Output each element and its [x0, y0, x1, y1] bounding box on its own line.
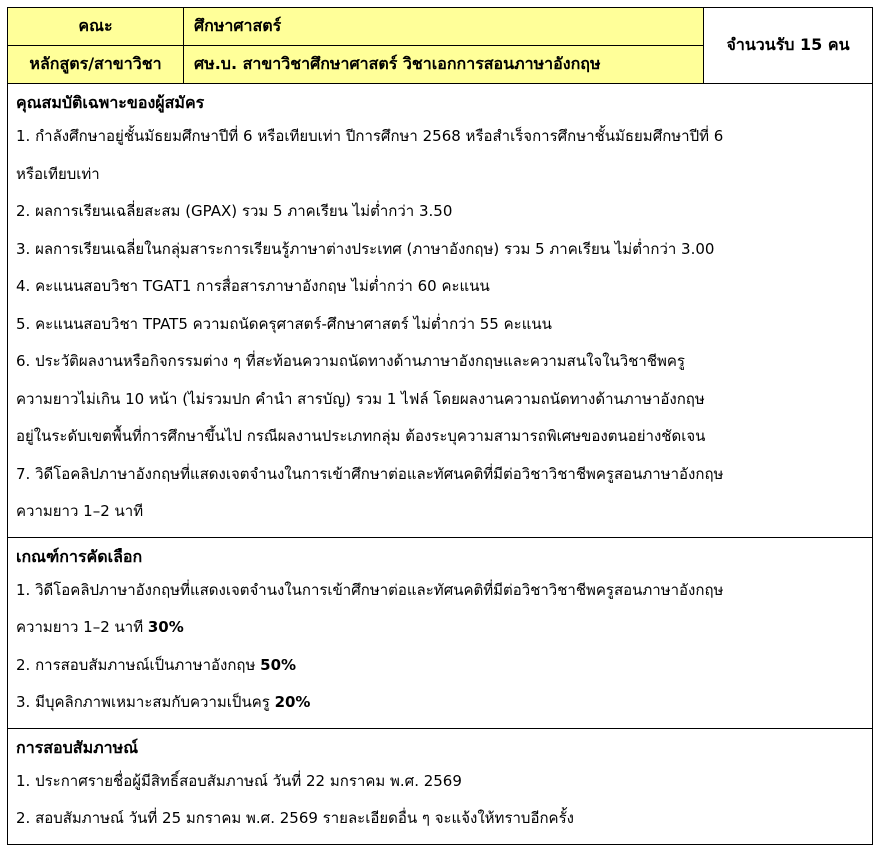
criteria-weight: 30% [147, 618, 184, 636]
criteria-text: ความยาว 1–2 นาที [16, 618, 148, 636]
header-left [8, 8, 704, 83]
qualifications-title: คุณสมบัติเฉพาะของผู้สมัคร [16, 93, 205, 112]
qualifications-section [8, 84, 872, 537]
qualification-line: 4. คะแนนสอบวิชา TGAT1 การสื่อสารภาษาอังกฤษ ไม่ต่ำกว่า 60 คะแนน [16, 277, 490, 295]
criteria-section [8, 537, 872, 728]
criteria-line [16, 609, 864, 647]
criteria-text: 1. วิดีโอคลิปภาษาอังกฤษที่แสดงเจตจำนงในการเข้าศึกษาต่อและทัศนคติที่มีต่อวิชาวิชาชีพครูสอนภาษาอังกฤษ [16, 580, 724, 599]
qualification-line: 2. ผลการเรียนเฉลี่ยสะสม (GPAX) รวม 5 ภาคเรียน ไม่ต่ำกว่า 3.50 [16, 202, 453, 220]
admission-table [7, 7, 873, 845]
faculty-row [8, 8, 704, 45]
qualification-line: 3. ผลการเรียนเฉลี่ยในกลุ่มสาระการเรียนรู้ภาษาต่างประเทศ (ภาษาอังกฤษ) รวม 5 ภาคเรียน ไม่ต่ำกว่า 3.00 [16, 239, 715, 258]
program-label: หลักสูตร/สาขาวิชา [8, 46, 184, 83]
qualification-line: 5. คะแนนสอบวิชา TPAT5 ความถนัดครุศาสตร์-ศึกษาศาสตร์ ไม่ต่ำกว่า 55 คะแนน [16, 314, 552, 333]
criteria-line [16, 572, 864, 610]
program-value: ศษ.บ. สาขาวิชาศึกษาศาสตร์ วิชาเอกการสอนภาษาอังกฤษ [184, 46, 704, 83]
criteria-weight: 20% [274, 693, 311, 711]
criteria-weight: 50% [260, 655, 297, 674]
criteria-line [16, 647, 864, 685]
criteria-text: 3. มีบุคลิกภาพเหมาะสมกับความเป็นครู [16, 693, 275, 711]
quota-cell: จำนวนรับ 15 คน [726, 35, 850, 54]
qualification-line: ความยาวไม่เกิน 10 หน้า (ไม่รวมปก คำนำ สารบัญ) รวม 1 ไฟล์ โดยผลงานความถนัดทางด้านภาษาอังกฤษ [16, 389, 705, 408]
criteria-title: เกณฑ์การคัดเลือก [16, 546, 143, 566]
criteria-line [16, 684, 864, 722]
faculty-label: คณะ [8, 8, 184, 45]
qualification-line: อยู่ในระดับเขตพื้นที่การศึกษาขึ้นไป กรณีผลงานประเภทกลุ่ม ต้องระบุความสามารถพิเศษของตนอย่างชัดเจน [16, 427, 706, 445]
qualification-line: ความยาว 1–2 นาที [16, 502, 144, 520]
qualification-line: หรือเทียบเท่า [16, 164, 100, 183]
interview-line: 1. ประกาศรายชื่อผู้มีสิทธิ์สอบสัมภาษณ์ วันที่ 22 มกราคม พ.ศ. 2569 [16, 771, 462, 790]
qualification-line: 7. วิดีโอคลิปภาษาอังกฤษที่แสดงเจตจำนงในการเข้าศึกษาต่อและทัศนคติที่มีต่อวิชาวิชาชีพครูสอนภาษาอังกฤษ [16, 464, 724, 483]
table-header [8, 8, 872, 84]
qualification-line: 6. ประวัติผลงานหรือกิจกรรมต่าง ๆ ที่สะท้อนความถนัดทางด้านภาษาอังกฤษและความสนใจในวิชาชีพครู [16, 352, 685, 370]
interview-section [8, 728, 872, 844]
interview-title: การสอบสัมภาษณ์ [16, 737, 139, 757]
faculty-value: ศึกษาศาสตร์ [184, 8, 704, 45]
qualification-line: 1. กำลังศึกษาอยู่ชั้นมัธยมศึกษาปีที่ 6 หรือเทียบเท่า ปีการศึกษา 2568 หรือสำเร็จการศึกษาชั้นมัธยมศึกษาปีที่ 6 [16, 127, 724, 145]
interview-line: 2. สอบสัมภาษณ์ วันที่ 25 มกราคม พ.ศ. 2569 รายละเอียดอื่น ๆ จะแจ้งให้ทราบอีกครั้ง [16, 809, 574, 827]
criteria-text: 2. การสอบสัมภาษณ์เป็นภาษาอังกฤษ [16, 655, 261, 674]
program-row [8, 45, 704, 83]
